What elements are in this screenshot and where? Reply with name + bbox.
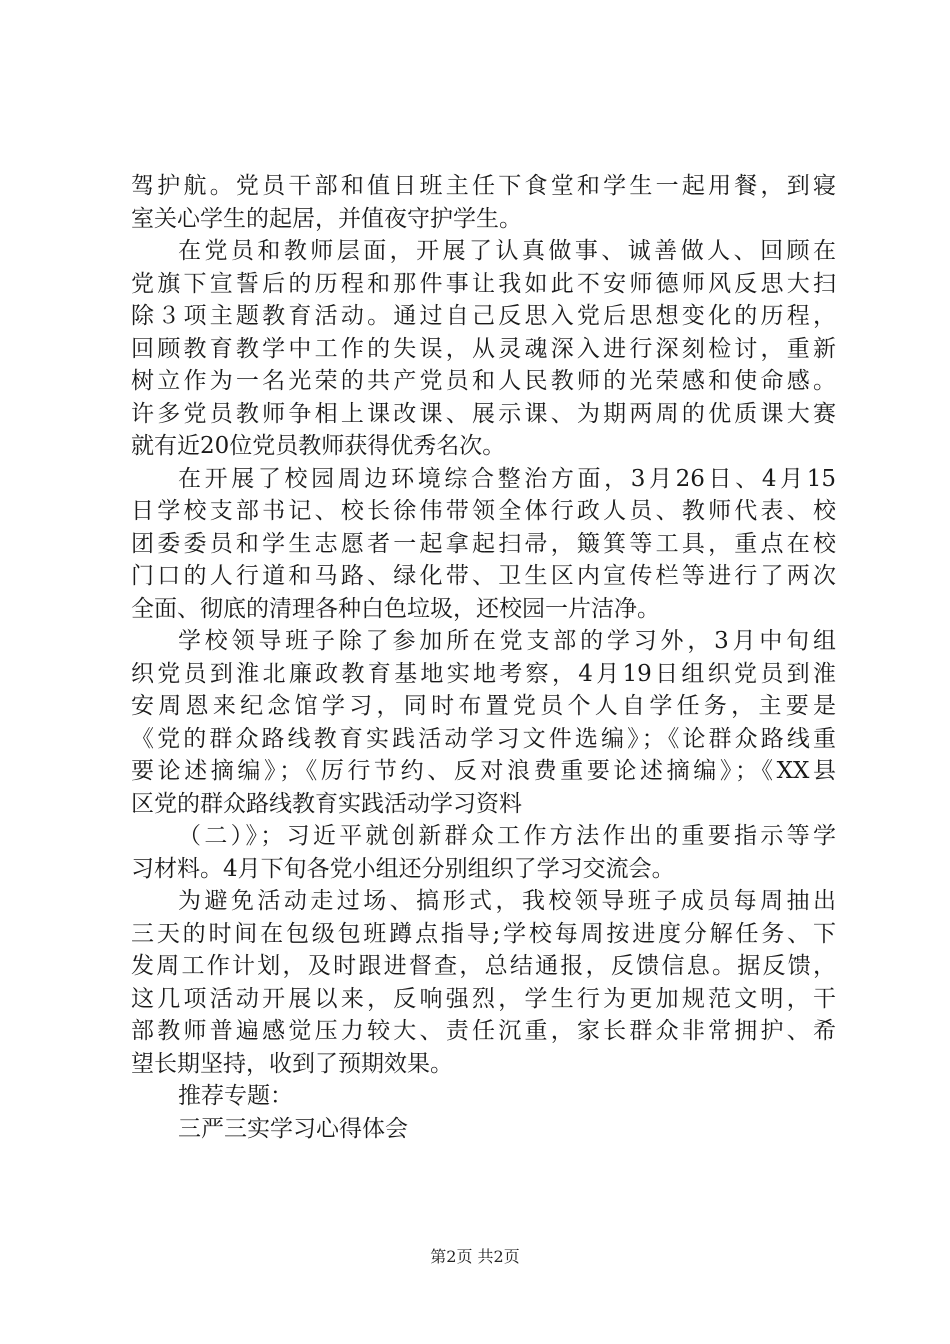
text-line: （二）》；习近平就创新群众工作方法作出的重要指示等学 [178,823,836,849]
text-line: 室关心学生的起居，并值夜守护学生。 [131,205,522,232]
text-line: 许多党员教师争相上课改课、展示课、为期两周的优质课大赛 [131,400,836,427]
text-line: 望长期坚持，收到了预期效果。 [131,1050,453,1077]
text-line: 团委委员和学生志愿者一起拿起扫帚，簸箕等工具，重点在校 [131,530,836,557]
text-line: 三天的时间在包级包班蹲点指导;学校每周按进度分解任务、下 [131,920,836,947]
text-line: 回顾教育教学中工作的失误，从灵魂深入进行深刻检讨，重新 [131,335,836,362]
text-line: 这几项活动开展以来，反响强烈，学生行为更加规范文明，干 [131,985,836,1012]
text-line: 《党的群众路线教育实践活动学习文件选编》；《论群众路线重 [131,725,836,752]
document-body [131,170,836,1145]
text-line: 区党的群众路线教育实践活动学习资料 [131,790,522,817]
text-line: 驾护航。党员干部和值日班主任下食堂和学生一起用餐，到寝 [131,173,836,199]
text-line: 学校领导班子除了参加所在党支部的学习外，3月中旬组 [178,628,836,654]
text-line: 为避免活动走过场、搞形式，我校领导班子成员每周抽出 [178,888,836,914]
text-line: 部教师普遍感觉压力较大、责任沉重，家长群众非常拥护、希 [131,1018,836,1044]
text-line: 推荐专题： [178,1083,293,1109]
text-line: 在党员和教师层面，开展了认真做事、诚善做人、回顾在 [178,238,836,264]
text-line: 就有近20位党员教师获得优秀名次。 [131,433,506,459]
text-line: 发周工作计划，及时跟进督查，总结通报，反馈信息。据反馈， [131,953,836,979]
text-line: 门口的人行道和马路、绿化带、卫生区内宣传栏等进行了两次 [131,563,836,589]
text-line: 习材料。4月下旬各党小组还分别组织了学习交流会。 [131,855,675,882]
text-line: 三严三实学习心得体会 [178,1115,408,1142]
text-line: 树立作为一名光荣的共产党员和人民教师的光荣感和使命感。 [131,368,836,394]
text-line: 日学校支部书记、校长徐伟带领全体行政人员、教师代表、校 [131,498,836,524]
text-line: 要论述摘编》；《厉行节约、反对浪费重要论述摘编》；《XX县 [131,758,836,784]
text-line: 除３项主题教育活动。通过自己反思入党后思想变化的历程， [131,303,836,329]
text-line: 全面、彻底的清理各种白色垃圾，还校园一片洁净。 [131,595,660,622]
text-line: 安周恩来纪念馆学习，同时布置党员个人自学任务，主要是 [131,693,836,719]
text-line: 党旗下宣誓后的历程和那件事让我如此不安师德师风反思大扫 [131,270,836,297]
text-line: 织党员到淮北廉政教育基地实地考察，4月19日组织党员到淮 [131,660,836,687]
text-line: 在开展了校园周边环境综合整治方面，3月26日、4月15 [178,465,836,492]
page-footer: 第2页 共2页 [430,1247,520,1266]
